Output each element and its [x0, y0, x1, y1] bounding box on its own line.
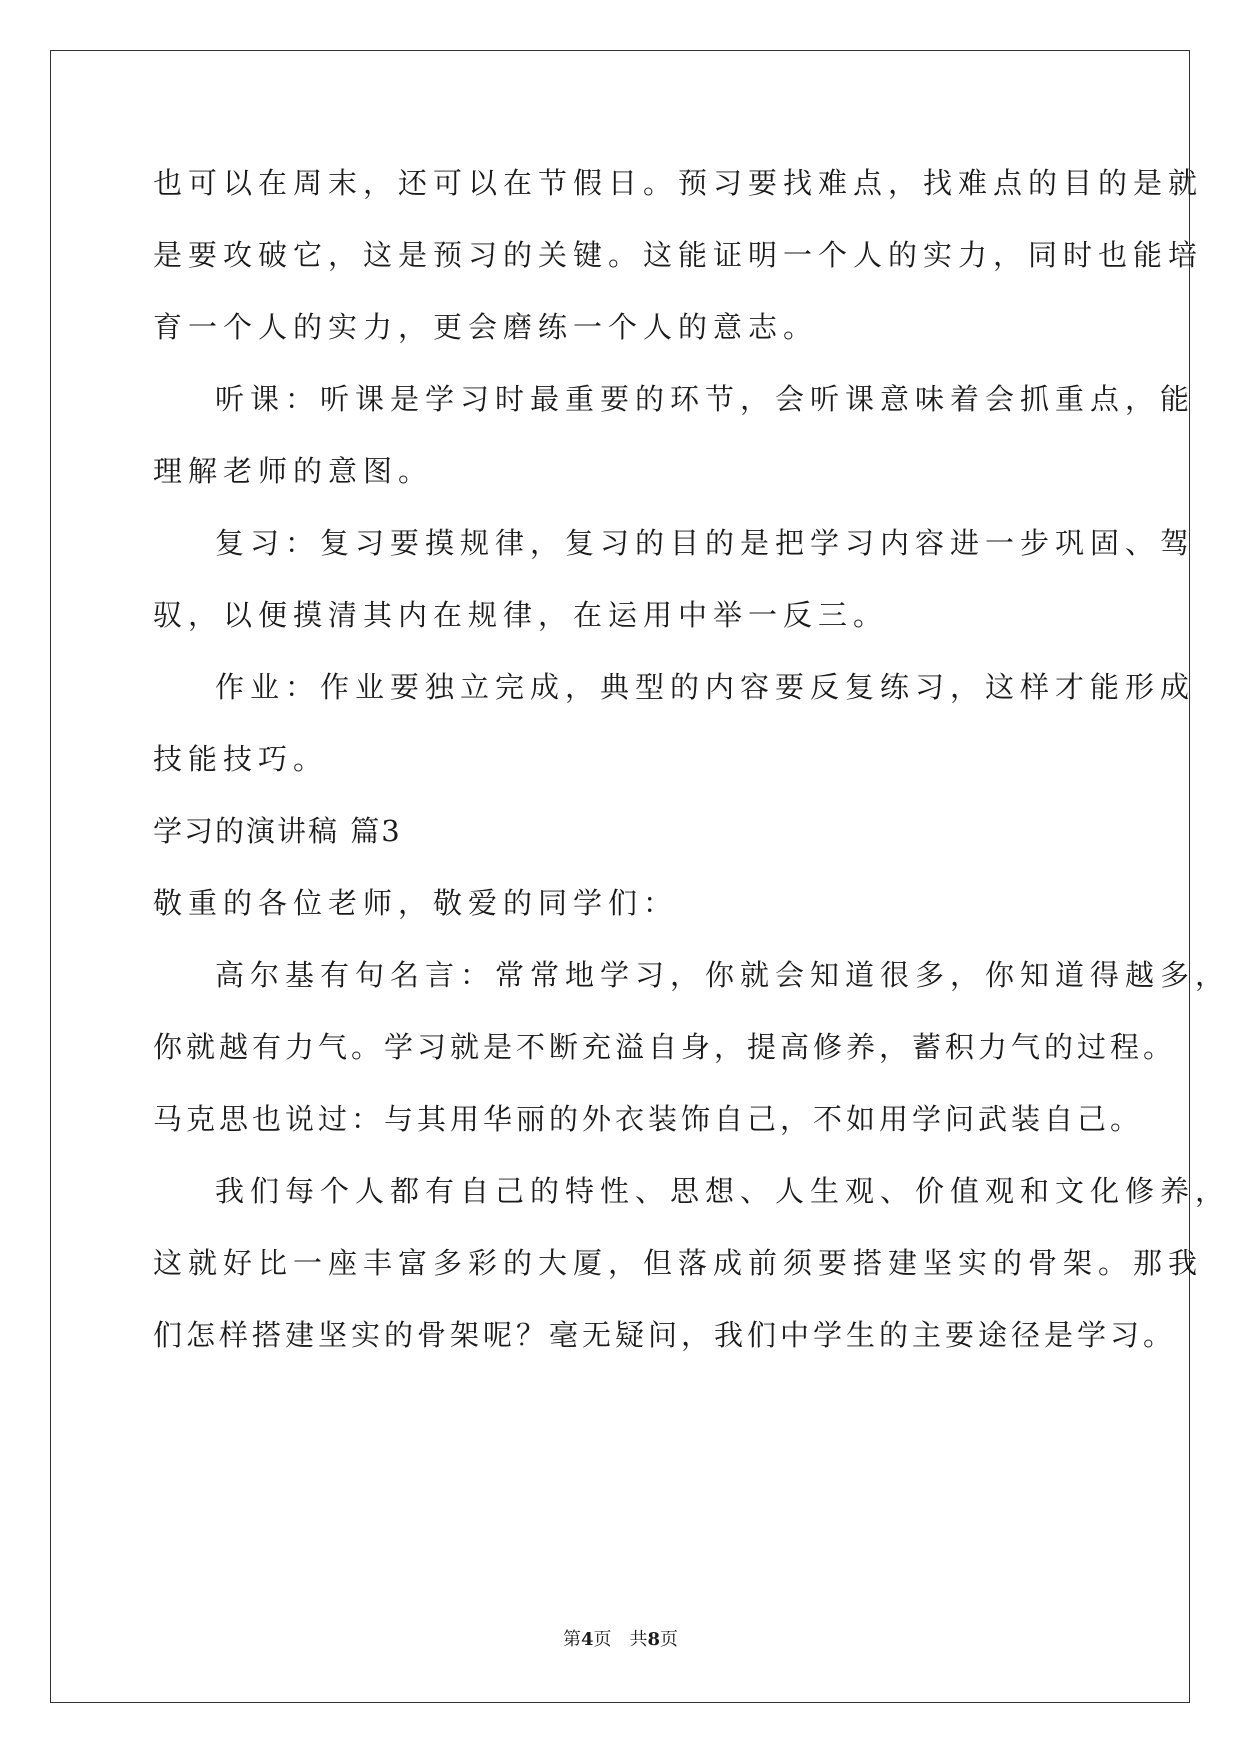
- paragraph-first-line: 我们每个人都有自己的特性、思想、人生观、价值观和文化修养，: [215, 1174, 1231, 1208]
- page-suffix: 页: [593, 1629, 612, 1650]
- paragraph-first-line: 作业：作业要独立完成，典型的内容要反复练习，这样才能形成: [215, 670, 1196, 704]
- paragraph-first-line: 复习：复习要摸规律，复习的目的是把学习内容进一步巩固、驾: [215, 526, 1196, 560]
- page-number: 4: [580, 1629, 594, 1650]
- paragraph-first-line: 听课：听课是学习时最重要的环节，会听课意味着会抓重点，能: [215, 382, 1196, 416]
- paragraph-first-line: 高尔基有句名言：常常地学习，你就会知道很多，你知道得越多，: [215, 958, 1231, 992]
- page-prefix: 第: [562, 1629, 581, 1650]
- total-pages: 8: [647, 1629, 661, 1650]
- body-line: 育一个人的实力，更会磨练一个人的意志。: [153, 310, 819, 344]
- body-line: 技能技巧。: [153, 742, 329, 776]
- body-line: 是要攻破它，这是预习的关键。这能证明一个人的实力，同时也能培: [153, 238, 1204, 272]
- section-heading: 学习的演讲稿 篇3: [153, 814, 402, 848]
- body-line: 理解老师的意图。: [153, 454, 434, 488]
- page-border: [50, 50, 1190, 1703]
- body-line: 也可以在周末，还可以在节假日。预习要找难点，找难点的目的是就: [153, 166, 1204, 200]
- salutation: 敬重的各位老师，敬爱的同学们：: [153, 886, 679, 920]
- total-suffix: 页: [660, 1629, 679, 1650]
- body-line: 你就越有力气。学习就是不断充溢自身，提高修养，蓄积力气的过程。: [153, 1030, 1177, 1064]
- page-footer: [0, 1628, 1241, 1652]
- total-prefix: 共: [629, 1629, 648, 1650]
- body-line: 驭，以便摸清其内在规律，在运用中举一反三。: [153, 598, 889, 632]
- body-line: 马克思也说过：与其用华丽的外衣装饰自己，不如用学问武装自己。: [153, 1102, 1144, 1136]
- body-line: 们怎样搭建坚实的骨架呢？毫无疑问，我们中学生的主要途径是学习。: [153, 1318, 1177, 1352]
- body-line: 这就好比一座丰富多彩的大厦，但落成前须要搭建坚实的骨架。那我: [153, 1246, 1204, 1280]
